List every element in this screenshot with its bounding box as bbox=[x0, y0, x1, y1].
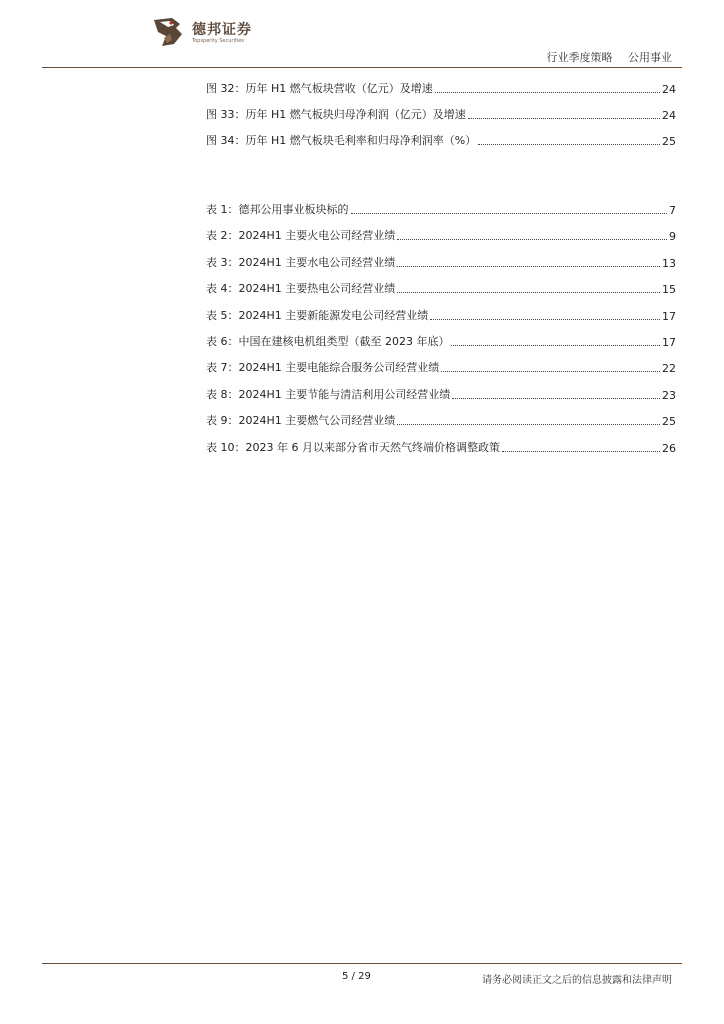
dot-leader bbox=[430, 319, 660, 320]
dot-leader bbox=[451, 345, 660, 346]
dot-leader bbox=[397, 292, 660, 293]
company-logo-icon bbox=[150, 14, 186, 50]
logo-text-en: Topsperity Securities bbox=[192, 38, 244, 44]
toc-entry-page: 25 bbox=[662, 415, 676, 428]
toc-entry-table-1[interactable] bbox=[206, 201, 676, 217]
toc-entry-table-9[interactable] bbox=[206, 412, 676, 428]
industry-label: 公用事业 bbox=[628, 51, 672, 64]
toc-entry-label: 表 5：2024H1 主要新能源发电公司经营业绩 bbox=[206, 309, 429, 322]
dot-leader bbox=[468, 118, 660, 119]
toc-entry-figure-33[interactable] bbox=[206, 106, 676, 122]
company-logo bbox=[150, 14, 260, 54]
dot-leader bbox=[502, 451, 660, 452]
toc-entry-label: 表 9：2024H1 主要燃气公司经营业绩 bbox=[206, 414, 396, 427]
dot-leader bbox=[435, 92, 660, 93]
toc-entry-page: 7 bbox=[669, 204, 676, 217]
toc-entry-label: 图 33：历年 H1 燃气板块归母净利润（亿元）及增速 bbox=[206, 108, 466, 121]
toc-entry-page: 13 bbox=[662, 257, 676, 270]
toc-entry-table-3[interactable] bbox=[206, 254, 676, 270]
toc-entry-label: 表 4：2024H1 主要热电公司经营业绩 bbox=[206, 282, 396, 295]
toc-entry-label: 表 8：2024H1 主要节能与清洁利用公司经营业绩 bbox=[206, 388, 451, 401]
toc-entry-label: 表 6：中国在建核电机组类型（截至 2023 年底） bbox=[206, 335, 450, 348]
toc-entry-figure-32[interactable] bbox=[206, 80, 676, 96]
toc-entry-page: 17 bbox=[662, 336, 676, 349]
toc-entry-table-10[interactable] bbox=[206, 439, 676, 455]
toc-entry-label: 表 3：2024H1 主要水电公司经营业绩 bbox=[206, 256, 396, 269]
report-category bbox=[547, 49, 673, 65]
toc-entry-table-6[interactable] bbox=[206, 333, 676, 349]
dot-leader bbox=[441, 371, 660, 372]
toc-entry-label: 表 2：2024H1 主要火电公司经营业绩 bbox=[206, 229, 396, 242]
toc-entry-page: 23 bbox=[662, 389, 676, 402]
toc-entry-label: 表 1：德邦公用事业板块标的 bbox=[206, 203, 349, 216]
report-type-label: 行业季度策略 bbox=[546, 51, 613, 64]
toc-entry-page: 22 bbox=[662, 362, 676, 375]
toc-entry-page: 26 bbox=[662, 442, 676, 455]
dot-leader bbox=[397, 266, 660, 267]
logo-text-cn: 德邦证券 bbox=[192, 22, 252, 38]
toc-entry-label: 表 7：2024H1 主要电能综合服务公司经营业绩 bbox=[206, 361, 440, 374]
toc-entry-table-4[interactable] bbox=[206, 280, 676, 296]
toc-entry-table-5[interactable] bbox=[206, 307, 676, 323]
dot-leader bbox=[397, 424, 660, 425]
dot-leader bbox=[397, 239, 667, 240]
toc-entry-page: 15 bbox=[662, 283, 676, 296]
toc-entry-figure-34[interactable] bbox=[206, 132, 676, 148]
toc-entry-page: 9 bbox=[669, 230, 676, 243]
toc-entry-page: 25 bbox=[662, 135, 676, 148]
toc-entry-table-7[interactable] bbox=[206, 359, 676, 375]
toc-entry-label: 图 34：历年 H1 燃气板块毛利率和归母净利润率（%） bbox=[206, 134, 477, 147]
dot-leader bbox=[351, 213, 668, 214]
toc-entry-label: 图 32：历年 H1 燃气板块营收（亿元）及增速 bbox=[206, 82, 433, 95]
legal-disclaimer: 请务必阅读正文之后的信息披露和法律声明 bbox=[482, 975, 672, 986]
toc-entry-label: 表 10：2023 年 6 月以来部分省市天然气终端价格调整政策 bbox=[206, 441, 500, 454]
dot-leader bbox=[452, 398, 660, 399]
dot-leader bbox=[478, 144, 660, 145]
toc-entry-page: 17 bbox=[662, 310, 676, 323]
header-divider bbox=[42, 67, 682, 68]
toc-entry-page: 24 bbox=[662, 109, 676, 122]
toc-entry-table-2[interactable] bbox=[206, 227, 676, 243]
footer-divider bbox=[42, 963, 682, 964]
toc-entry-table-8[interactable] bbox=[206, 386, 676, 402]
page-number: 5 / 29 bbox=[342, 971, 371, 982]
toc-entry-page: 24 bbox=[662, 83, 676, 96]
